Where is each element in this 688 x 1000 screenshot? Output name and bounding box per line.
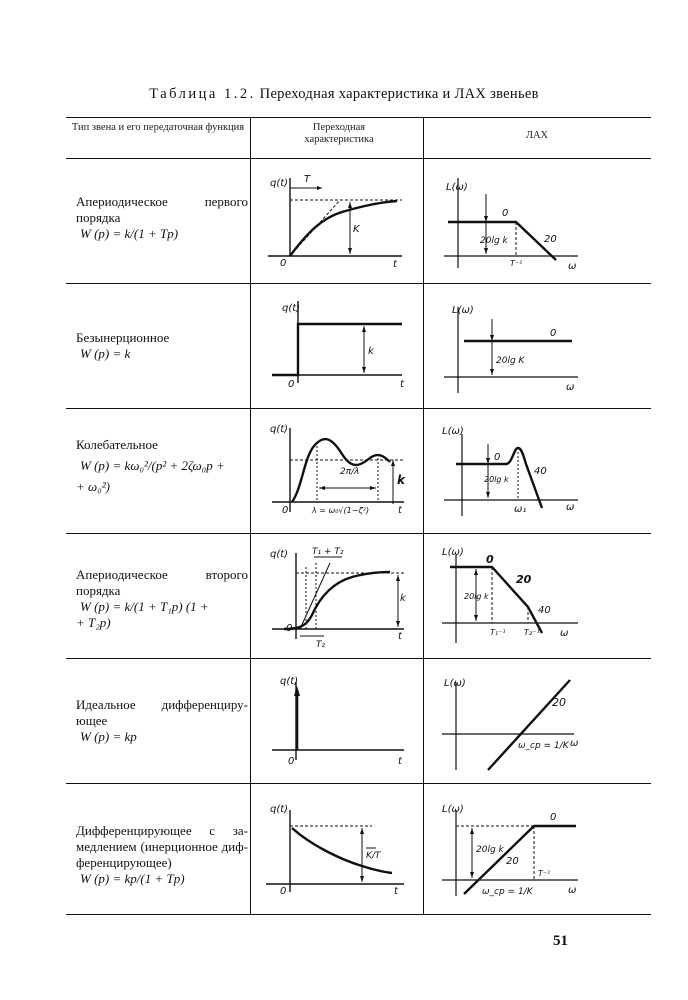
chart-annotation: ω₁: [514, 504, 527, 515]
chart-annotation: 20: [516, 573, 532, 586]
row-2-description: [76, 330, 248, 362]
row-1-description: [76, 194, 248, 242]
table-title: [0, 86, 688, 103]
chart-annotation: K/T: [366, 851, 381, 861]
chart-annotation: 20: [544, 234, 557, 245]
lax-oscillatory: [438, 418, 588, 526]
table-title-prefix: Таблица 1.2.: [149, 86, 256, 102]
lax-aperiodic-1: [438, 168, 588, 276]
row-divider: [66, 533, 651, 534]
x-axis-label: ω: [568, 885, 577, 896]
chart-annotation: T: [304, 174, 311, 185]
table-title-text: Переходная характеристика и ЛАХ звеньев: [259, 86, 539, 102]
chart-annotation: 20lg k: [476, 845, 504, 855]
row-divider: [66, 283, 651, 284]
chart-annotation: 0: [550, 328, 557, 339]
x-axis-label: ω: [566, 502, 575, 513]
chart-annotation: 20lg K: [496, 356, 525, 366]
chart-annotation: 40: [534, 466, 547, 477]
link-name-line: Идеальное дифференциру-: [76, 697, 248, 712]
x-axis-label: ω: [570, 738, 579, 749]
link-name-line: Колебательное: [76, 437, 158, 452]
table-top-rule: [66, 117, 651, 118]
chart-annotation: T₁⁻¹: [490, 628, 506, 637]
x-axis-label: t: [400, 379, 404, 390]
x-axis-label: t: [393, 259, 397, 270]
link-name-line: ющее: [76, 713, 108, 728]
row-6-description: [76, 823, 248, 887]
chart-annotation: 20lg k: [480, 236, 508, 246]
header-type: Тип звена и его передаточная функция: [71, 122, 245, 133]
row-divider: [66, 658, 651, 659]
y-axis-label: q(t): [270, 804, 289, 815]
y-axis-label: L(ω): [452, 305, 474, 316]
link-name-line: Апериодическое второго: [76, 567, 248, 582]
link-name-line: Апериодическое первого: [76, 194, 248, 209]
link-name-line: ференцирующее): [76, 855, 172, 870]
y-axis-label: q(t): [270, 549, 289, 560]
link-name-line: порядка: [76, 210, 121, 225]
chart-annotation: k: [368, 346, 374, 357]
y-axis-label: L(ω): [442, 804, 464, 815]
y-axis-label: q(t): [270, 178, 289, 189]
x-axis-label: t: [398, 631, 402, 642]
transfer-function: W (p) = k: [80, 346, 131, 361]
step-response-oscillatory: [262, 418, 412, 526]
step-response-diff-delay: [262, 796, 412, 904]
y-axis-label: q(t): [270, 424, 289, 435]
chart-annotation: 0: [502, 208, 509, 219]
transfer-function: W (p) = k/(1 + T₁p) (1 +: [80, 599, 209, 614]
x-axis-label: ω: [566, 382, 575, 393]
transfer-function: + T₂p): [76, 615, 111, 630]
link-name-line: Дифференцирующее с за-: [76, 823, 248, 838]
origin-label: 0: [288, 379, 295, 390]
transfer-function: + ω₀²): [76, 479, 110, 494]
y-axis-label: L(ω): [444, 678, 466, 689]
column-divider: [423, 117, 424, 914]
x-axis-label: ω: [568, 261, 577, 272]
chart-annotation: 20: [552, 696, 566, 709]
link-name-line: порядка: [76, 583, 121, 598]
table-bottom-rule: [66, 914, 651, 915]
chart-annotation: T₂⁻¹: [524, 628, 540, 637]
link-name-line: медлением (инерционное диф-: [76, 839, 248, 854]
step-response-aperiodic-1: [262, 168, 412, 276]
x-axis-label: t: [394, 886, 398, 897]
chart-annotation: T₂: [316, 640, 326, 650]
origin-label: 0: [280, 258, 287, 269]
chart-annotation: 0: [550, 812, 557, 823]
y-axis-label: q(t): [282, 303, 301, 314]
row-divider: [66, 783, 651, 784]
row-5-description: [76, 697, 248, 745]
lax-ideal-diff: [438, 668, 588, 776]
x-axis-label: ω: [560, 628, 569, 639]
row-3-description: [76, 437, 248, 495]
chart-annotation: T⁻¹: [538, 869, 551, 878]
column-divider: [250, 117, 251, 914]
chart-annotation: k: [400, 593, 406, 604]
transfer-function: W (p) = kω₀²/(p² + 2ζω₀p +: [80, 458, 225, 473]
x-axis-label: t: [398, 756, 402, 767]
chart-annotation: k: [397, 473, 405, 487]
chart-annotation: λ = ω₀√(1−ζ²): [312, 506, 370, 515]
chart-annotation: ω_cp = 1/K: [518, 741, 569, 751]
x-axis-label: t: [398, 505, 402, 516]
page-number: 51: [553, 933, 568, 949]
step-response-aperiodic-2: [262, 543, 412, 651]
chart-annotation: 20lg k: [484, 475, 509, 484]
chart-annotation: 20: [506, 856, 519, 867]
y-axis-label: L(ω): [442, 547, 464, 558]
chart-annotation: 0: [494, 452, 501, 463]
step-response-inertialess: [262, 293, 412, 401]
chart-annotation: 20lg k: [464, 592, 489, 601]
header-bottom-rule: [66, 158, 651, 159]
lax-aperiodic-2: [438, 543, 588, 651]
origin-label: 0: [282, 505, 289, 516]
y-axis-label: q(t): [280, 676, 299, 687]
transfer-function: W (p) = k/(1 + Tp): [80, 226, 179, 241]
origin-label: 0: [280, 886, 287, 897]
header-step-response: Переходная характеристика: [304, 122, 374, 145]
link-name-line: Безынерционное: [76, 330, 170, 345]
y-axis-label: L(ω): [446, 182, 468, 193]
lax-diff-delay: [438, 796, 588, 904]
origin-label: 0: [288, 756, 295, 767]
y-axis-label: L(ω): [442, 426, 464, 437]
chart-annotation: ω_cp = 1/K: [482, 887, 533, 897]
chart-annotation: T⁻¹: [510, 259, 523, 268]
step-response-ideal-diff: [262, 668, 412, 776]
row-4-description: [76, 567, 248, 631]
chart-annotation: 40: [538, 605, 551, 616]
chart-annotation: K: [353, 224, 360, 235]
header-lax: ЛАХ: [525, 130, 549, 141]
chart-annotation: T₁ + T₂: [312, 547, 344, 557]
row-divider: [66, 408, 651, 409]
lax-inertialess: [438, 293, 588, 401]
transfer-function: W (p) = kp/(1 + Tp): [80, 871, 185, 886]
transfer-function: W (p) = kp: [80, 729, 137, 744]
origin-label: 0: [286, 623, 293, 634]
chart-annotation: 0: [486, 553, 494, 566]
chart-annotation: 2π/λ: [340, 467, 360, 477]
